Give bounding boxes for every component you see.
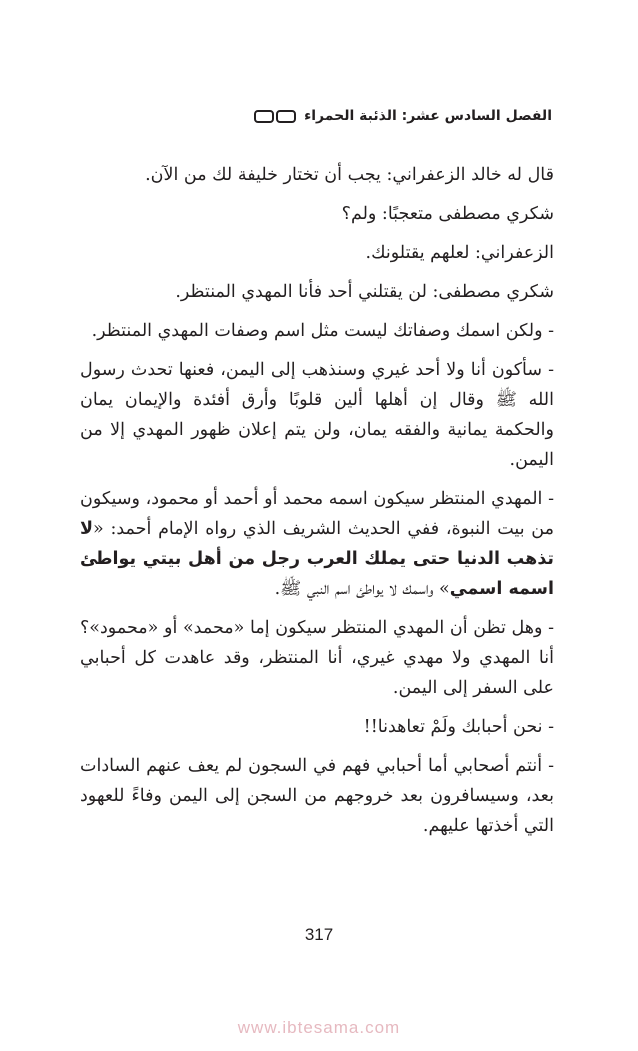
paragraph-10: - أنتم أصحابي أما أحبابي فهم في السجون لم يعف عنهم السادات بعد، وسيسافرون بعد خروجهم من السجن إلى اليمن وفاءً للعهود التي أخذتها عليهم. <box>80 756 554 836</box>
paragraph-1: قال له خالد الزعفراني: يجب أن تختار خليفة لك من الآن. <box>145 165 554 185</box>
hadith-quote: لا تذهب الدنيا حتى يملك العرب رجل من أهل بيتي يواطئ اسمه اسمي <box>80 519 554 599</box>
paragraph-2: شكري مصطفى متعجبًا: ولم؟ <box>341 204 554 224</box>
body-text <box>80 160 554 850</box>
chapter-title: الفصل السادس عشر: الذئبة الحمراء <box>304 108 552 124</box>
ornament-box <box>254 110 274 123</box>
watermark: www.ibtesama.com <box>237 1018 401 1037</box>
paragraph-6: - سأكون أنا ولا أحد غيري وسنذهب إلى اليمن، فعنها تحدث رسول الله ﷺ وقال إن أهلها ألين قلوبًا وأرق أفئدة والإيمان يمان والحكمة يمانية والفقه يمان، ولن يتم إعلان ظهور المهدي إلا من اليمن. <box>80 360 554 470</box>
header-ornament <box>254 110 296 123</box>
page-number: 317 <box>304 925 334 944</box>
paragraph-3: الزعفراني: لعلهم يقتلونك. <box>365 243 554 263</box>
paragraph-8: - وهل تظن أن المهدي المنتظر سيكون إما «محمد» أو «محمود»؟ أنا المهدي ولا مهدي غيري، أنا المنتظر، وقد عاهدت كل أحبابي على السفر إلى اليمن. <box>80 618 554 698</box>
paragraph-7-end: » واسمك لا يواطئ اسم النبي ﷺ. <box>274 579 450 599</box>
paragraph-9: - نحن أحبابك ولَمْ تعاهدنا!! <box>363 717 554 737</box>
paragraph-7-start: - المهدي المنتظر سيكون اسمه محمد أو أحمد أو محمود، وسيكون من بيت النبوة، ففي الحديث الشريف الذي رواه الإمام أحمد: « <box>80 489 554 539</box>
running-header <box>86 104 552 128</box>
ornament-box <box>276 110 296 123</box>
paragraph-5: - ولكن اسمك وصفاتك ليست مثل اسم وصفات المهدي المنتظر. <box>91 321 554 341</box>
paragraph-4: شكري مصطفى: لن يقتلني أحد فأنا المهدي المنتظر. <box>175 282 554 302</box>
paragraph-7 <box>80 484 554 604</box>
